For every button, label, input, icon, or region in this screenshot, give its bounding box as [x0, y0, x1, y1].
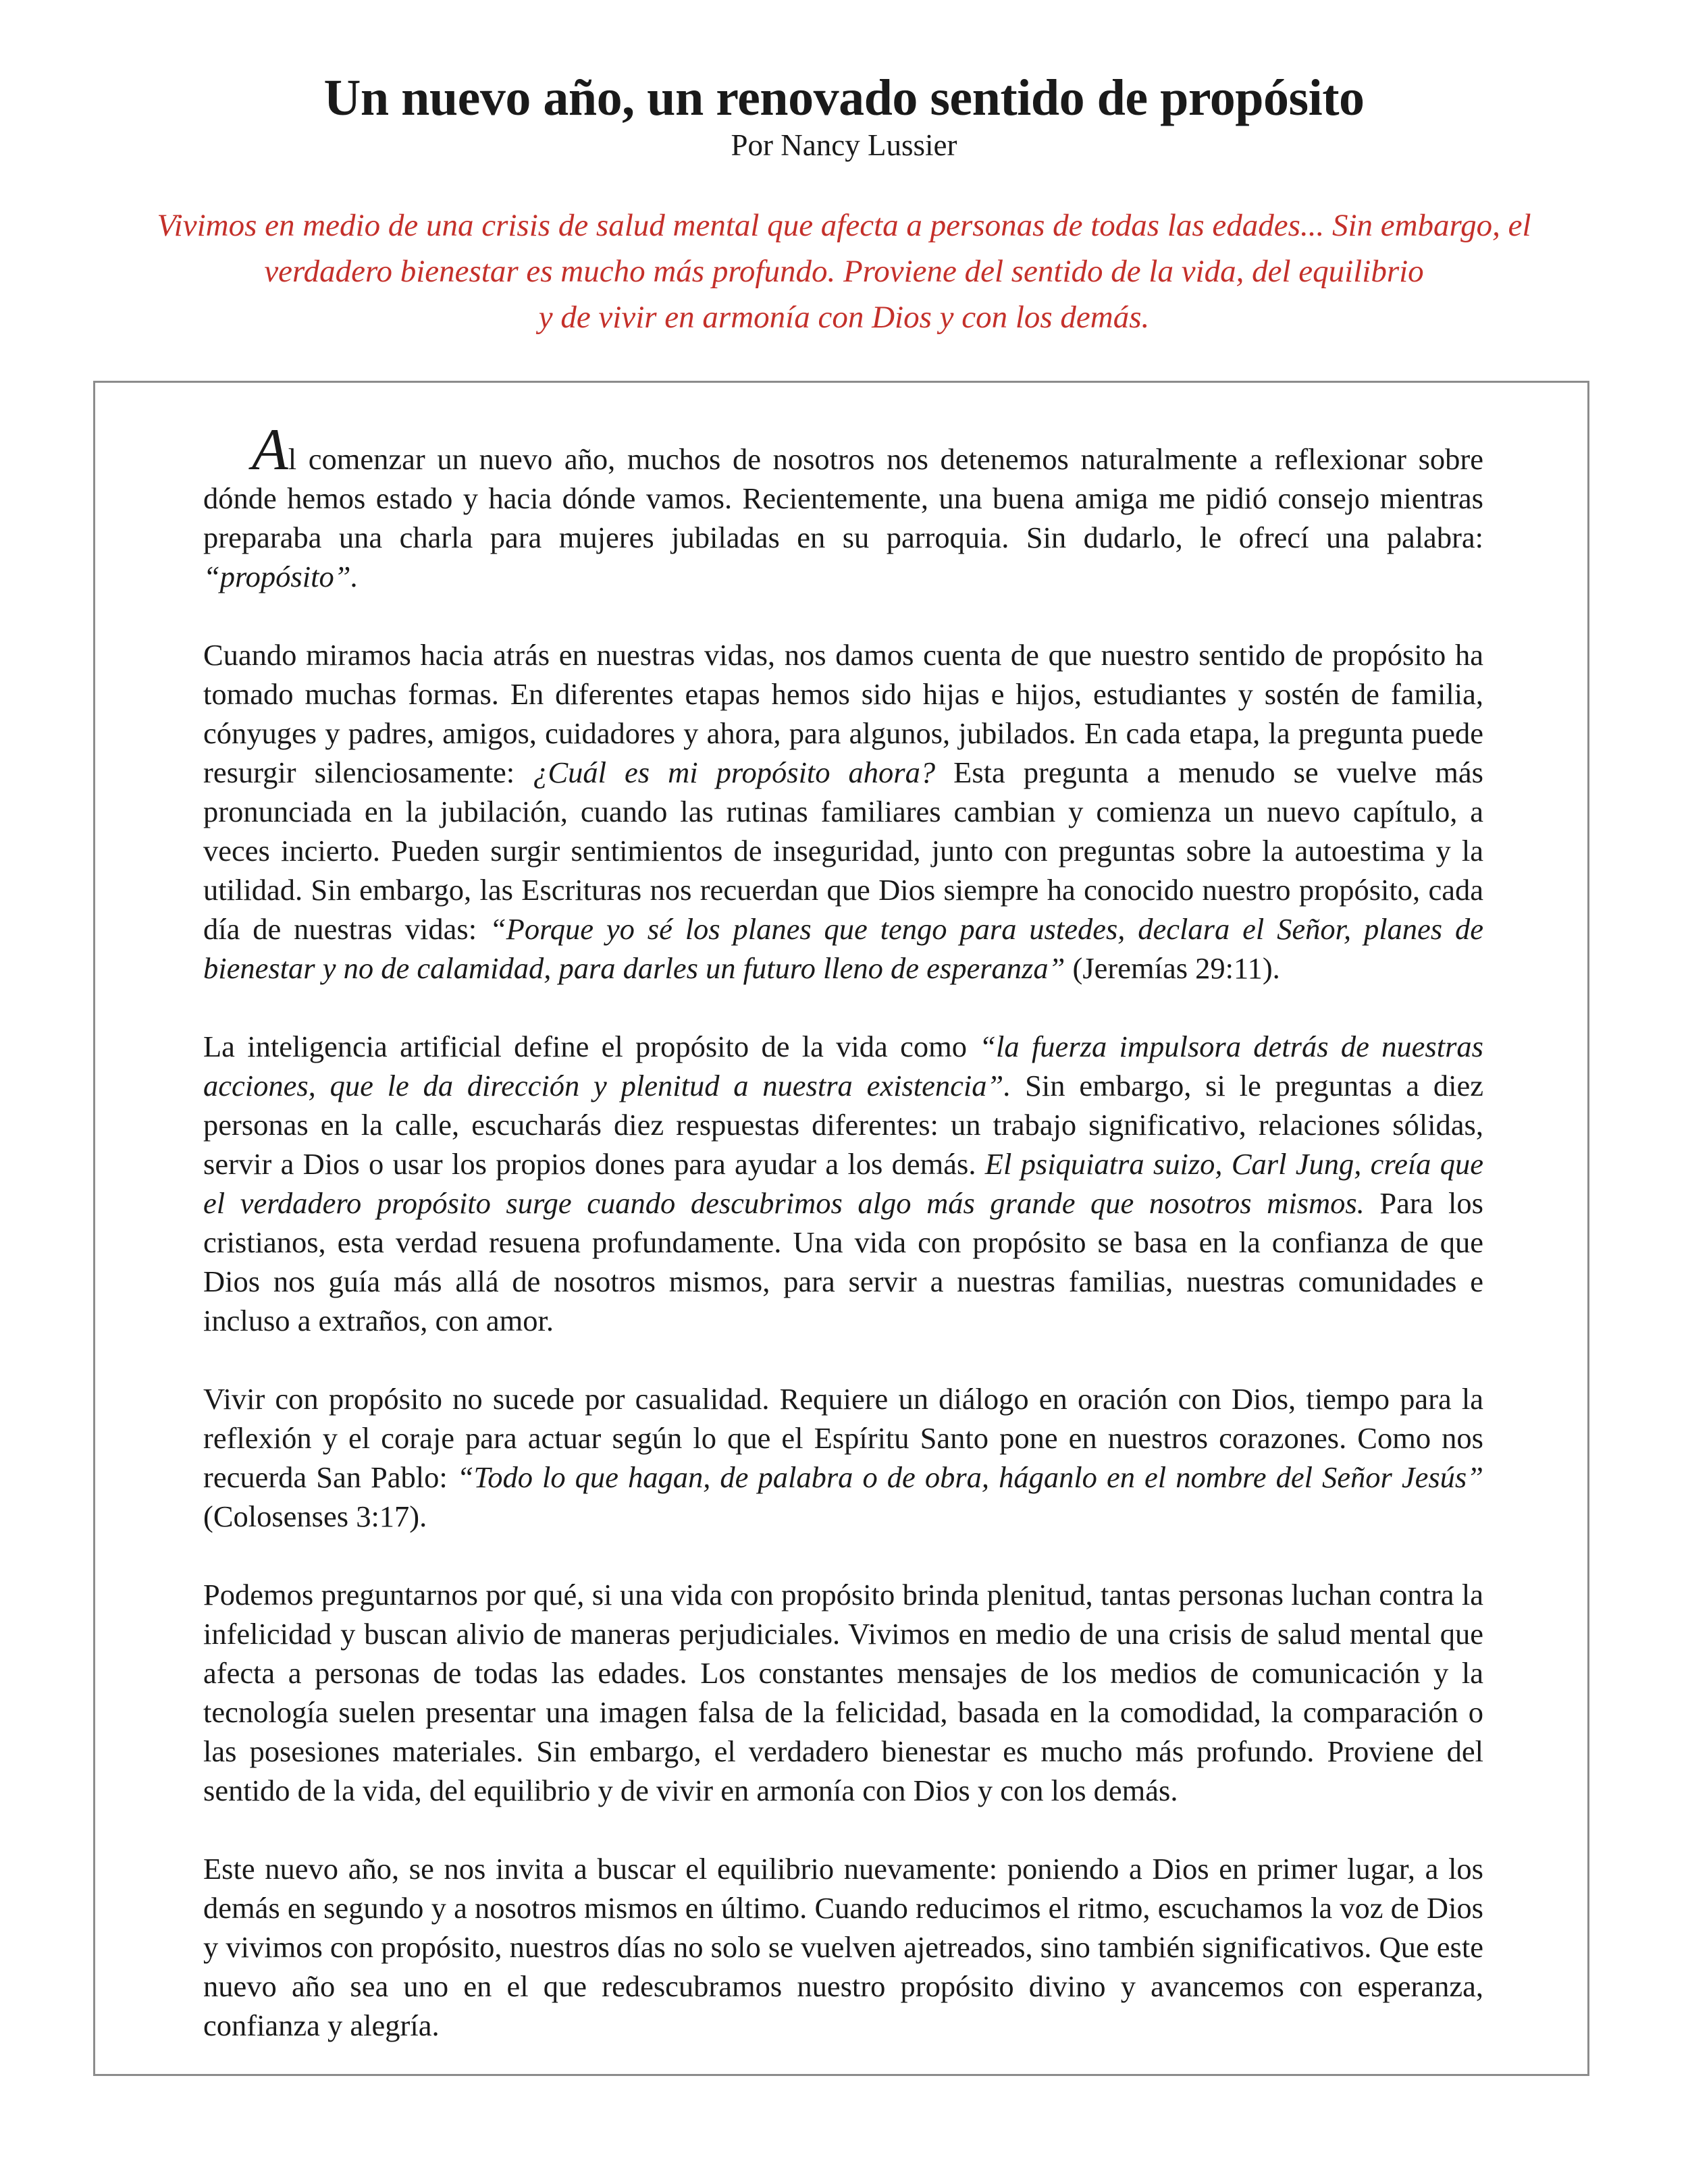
- emphasis-word: “propósito”.: [203, 560, 359, 593]
- article-byline: Por Nancy Lussier: [731, 128, 957, 162]
- paragraph-text: Esta pregunta a menudo se vuelve más pronunciada en la jubilación, cuando las rutinas familiares cambian y comienza un nuevo capítulo, a veces incierto. Pueden surgir sentimientos de inseguridad, junto con preguntas sobre la autoestima y la utilidad. Sin embargo, las Escrituras nos recuerdan que Dios siempre ha conocido nuestro propósito, cada día de nuestras vidas:: [203, 755, 1483, 946]
- paragraph-text: Para los cristianos, esta verdad resuena profundamente. Una vida con propósito se basa en la confianza de que Dios nos guía más allá de nosotros mismos, para servir a nuestras familias, nuestras comunidades e incluso a extraños, con amor.: [203, 1186, 1483, 1337]
- article-body: [203, 417, 1483, 2084]
- article-body-frame: [93, 381, 1589, 2076]
- pull-quote-line: y de vivir en armonía con Dios y con los demás.: [538, 300, 1150, 335]
- paragraph-stages: [203, 635, 1483, 988]
- pull-quote-line: verdadero bienestar es mucho más profundo. Proviene del sentido de la vida, del equilibrio: [264, 254, 1424, 289]
- paragraph-text: Sin embargo, si le preguntas a diez personas en la calle, escucharás diez respuestas diferentes: un trabajo significativo, relaciones sólidas, servir a Dios o usar los propios dones para ayudar a los demás.: [203, 1069, 1483, 1181]
- paragraph-text: Cuando miramos hacia atrás en nuestras vidas, nos damos cuenta de que nuestro sentido de propósito ha tomado muchas formas. En diferentes etapas hemos sido hijas e hijos, estudiantes y sostén de familia, cónyuges y padres, amigos, cuidadores y ahora, para algunos, jubilados. En cada etapa, la pregunta puede resurgir silenciosamente:: [203, 638, 1483, 789]
- question-text: ¿Cuál es mi propósito ahora?: [533, 755, 936, 789]
- scripture-quote: “Todo lo que hagan, de palabra o de obra, háganlo en el nombre del Señor Jesús”: [456, 1460, 1483, 1494]
- paragraph-text: l comenzar un nuevo año, muchos de nosotros nos detenemos naturalmente a reflexionar sobre dónde hemos estado y hacia dónde vamos. Recientemente, una buena amiga me pidió consejo mientras preparaba una charla para mujeres jubiladas en su parroquia. Sin dudarlo, le ofrecí una palabra:: [203, 442, 1483, 554]
- paragraph-prayer: [203, 1379, 1483, 1536]
- pull-quote: [122, 203, 1566, 340]
- scripture-citation: (Colosenses 3:17).: [203, 1499, 427, 1533]
- scripture-quote: “Porque yo sé los planes que tengo para ustedes, declara el Señor, planes de bienestar y no de calamidad, para darles un futuro lleno de esperanza”: [203, 912, 1483, 985]
- scripture-citation: (Jeremías 29:11).: [1065, 951, 1280, 985]
- definition-quote: “la fuerza impulsora detrás de nuestras acciones, que le da dirección y plenitud a nuestra existencia”.: [203, 1030, 1483, 1102]
- drop-cap: A: [252, 417, 288, 483]
- paragraph-definition: [203, 1027, 1483, 1340]
- paragraph-text: Vivir con propósito no sucede por casualidad. Requiere un diálogo en oración con Dios, tiempo para la reflexión y el coraje para actuar según lo que el Espíritu Santo pone en nuestros corazones. Como nos recuerda San Pablo:: [203, 1382, 1483, 1494]
- article-title: Un nuevo año, un renovado sentido de propósito: [323, 70, 1365, 126]
- paragraph-wellbeing: Podemos preguntarnos por qué, si una vida con propósito brinda plenitud, tantas personas luchan contra la infelicidad y buscan alivio de maneras perjudiciales. Vivimos en medio de una crisis de salud mental que afecta a personas de todas las edades. Los constantes mensajes de los medios de comunicación y la tecnología suelen presentar una imagen falsa de la felicidad, basada en la comodidad, la comparación o las posesiones materiales. Sin embargo, el verdadero bienestar es mucho más profundo. Proviene del sentido de la vida, del equilibrio y de vivir en armonía con Dios y con los demás.: [203, 1578, 1483, 1807]
- paragraph-closing: Este nuevo año, se nos invita a buscar el equilibrio nuevamente: poniendo a Dios en primer lugar, a los demás en segundo y a nosotros mismos en último. Cuando reducimos el ritmo, escuchamos la voz de Dios y vivimos con propósito, nuestros días no solo se vuelven ajetreados, sino también significativos. Que este nuevo año sea uno en el que redescubramos nuestro propósito divino y avancemos con esperanza, confianza y alegría.: [203, 1852, 1483, 2042]
- paragraph-text: La inteligencia artificial define el propósito de la vida como: [203, 1030, 980, 1063]
- jung-quote: El psiquiatra suizo, Carl Jung, creía que el verdadero propósito surge cuando descubrimos algo más grande que nosotros mismos.: [203, 1147, 1483, 1220]
- paragraph-intro: [203, 417, 1483, 596]
- pull-quote-line: Vivimos en medio de una crisis de salud mental que afecta a personas de todas las edades... Sin embargo, el: [157, 208, 1531, 243]
